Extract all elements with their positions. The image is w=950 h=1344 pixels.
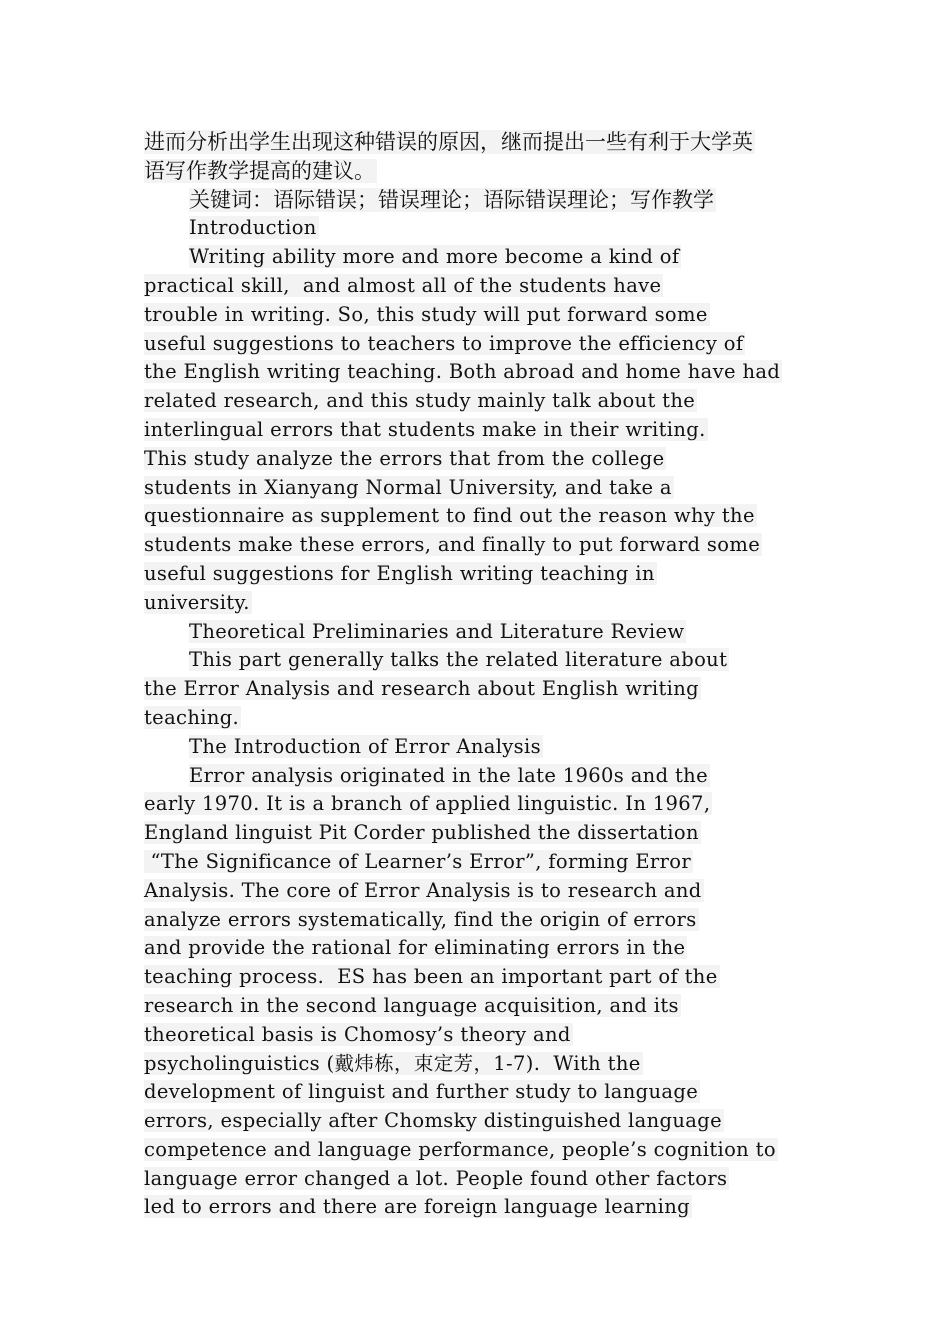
text-line-content: psycholinguistics (戴炜栋，束定芳，1-7). With the <box>144 1051 641 1075</box>
text-line-content: This part generally talks the related literature about <box>189 648 728 672</box>
text-line <box>144 560 824 589</box>
text-line-content: theoretical basis is Chomosy’s theory and <box>144 1022 571 1046</box>
text-line <box>144 733 824 762</box>
text-line <box>144 1050 824 1079</box>
text-line <box>144 1136 824 1165</box>
text-line <box>144 877 824 906</box>
text-line <box>144 1193 824 1222</box>
text-line-content: England linguist Pit Corder published the dissertation <box>144 821 699 845</box>
text-line <box>144 214 824 243</box>
text-line-content: Theoretical Preliminaries and Literature Review <box>189 619 685 643</box>
text-line <box>144 1078 824 1107</box>
text-line <box>144 1107 824 1136</box>
text-line-content: development of linguist and further study to language <box>144 1080 699 1104</box>
text-line <box>144 474 824 503</box>
text-line <box>144 589 824 618</box>
text-line-content: 进而分析出学生出现这种错误的原因，继而提出一些有利于大学英 <box>144 130 753 154</box>
text-line <box>144 790 824 819</box>
text-line <box>144 272 824 301</box>
text-line-content: students in Xianyang Normal University, and take a <box>144 475 672 499</box>
text-line-content: Analysis. The core of Error Analysis is to research and <box>144 878 702 902</box>
text-line-content: the English writing teaching. Both abroad and home have had <box>144 360 781 384</box>
text-line <box>144 186 824 215</box>
text-line-content: language error changed a lot. People found other factors <box>144 1166 728 1190</box>
text-line-content: useful suggestions to teachers to improve the efficiency of <box>144 331 744 355</box>
text-line-content: This study analyze the errors that from the college <box>144 446 665 470</box>
text-line <box>144 646 824 675</box>
text-line <box>144 848 824 877</box>
text-line-content: early 1970. It is a branch of applied linguistic. In 1967, <box>144 792 711 816</box>
text-line-content: competence and language performance, people’s cognition to <box>144 1137 776 1161</box>
text-line-content: research in the second language acquisition, and its <box>144 993 679 1017</box>
text-line-content: Error analysis originated in the late 1960s and the <box>189 763 708 787</box>
text-line <box>144 618 824 647</box>
text-line <box>144 704 824 733</box>
text-line-content: teaching process. ES has been an important part of the <box>144 965 718 989</box>
text-line-content: 语写作教学提高的建议。 <box>144 158 375 183</box>
text-line <box>144 502 824 531</box>
text-line <box>144 531 824 560</box>
text-line <box>144 992 824 1021</box>
text-line-content: useful suggestions for English writing teaching in <box>144 561 655 585</box>
text-line-content: “The Significance of Learner’s Error”, forming Error <box>144 849 692 873</box>
text-line <box>144 1165 824 1194</box>
text-line-content: led to errors and there are foreign language learning <box>144 1195 690 1219</box>
text-line-content: 关键词：语际错误；错误理论；语际错误理论；写作教学 <box>189 187 714 212</box>
text-line <box>144 445 824 474</box>
text-line <box>144 819 824 848</box>
text-line <box>144 387 824 416</box>
text-line-content: and provide the rational for eliminating errors in the <box>144 936 686 960</box>
text-line <box>144 128 824 157</box>
text-line <box>144 330 824 359</box>
text-line-content: the Error Analysis and research about English writing <box>144 677 700 701</box>
text-line <box>144 1021 824 1050</box>
text-line-content: The Introduction of Error Analysis <box>189 734 541 758</box>
text-line <box>144 358 824 387</box>
text-line <box>144 906 824 935</box>
text-line-content: related research, and this study mainly talk about the <box>144 389 696 413</box>
text-line-content: university. <box>144 590 250 614</box>
text-line-content: teaching. <box>144 705 240 729</box>
text-line-content: analyze errors systematically, find the origin of errors <box>144 907 697 931</box>
text-line-content: questionnaire as supplement to find out the reason why the <box>144 504 755 528</box>
text-line-content: trouble in writing. So, this study will put forward some <box>144 302 708 326</box>
text-line <box>144 301 824 330</box>
text-line-content: Writing ability more and more become a kind of <box>189 245 680 269</box>
text-line-content: Introduction <box>189 216 317 240</box>
text-line <box>144 762 824 791</box>
text-line-content: interlingual errors that students make in their writing. <box>144 417 706 441</box>
text-line-content: errors, especially after Chomsky distinguished language <box>144 1109 722 1133</box>
text-line <box>144 416 824 445</box>
text-line <box>144 157 824 186</box>
document-body <box>144 128 824 1222</box>
text-line-content: students make these errors, and finally to put forward some <box>144 533 761 557</box>
text-line <box>144 243 824 272</box>
text-line <box>144 934 824 963</box>
text-line-content: practical skill, and almost all of the students have <box>144 273 662 297</box>
text-line <box>144 675 824 704</box>
text-line <box>144 963 824 992</box>
